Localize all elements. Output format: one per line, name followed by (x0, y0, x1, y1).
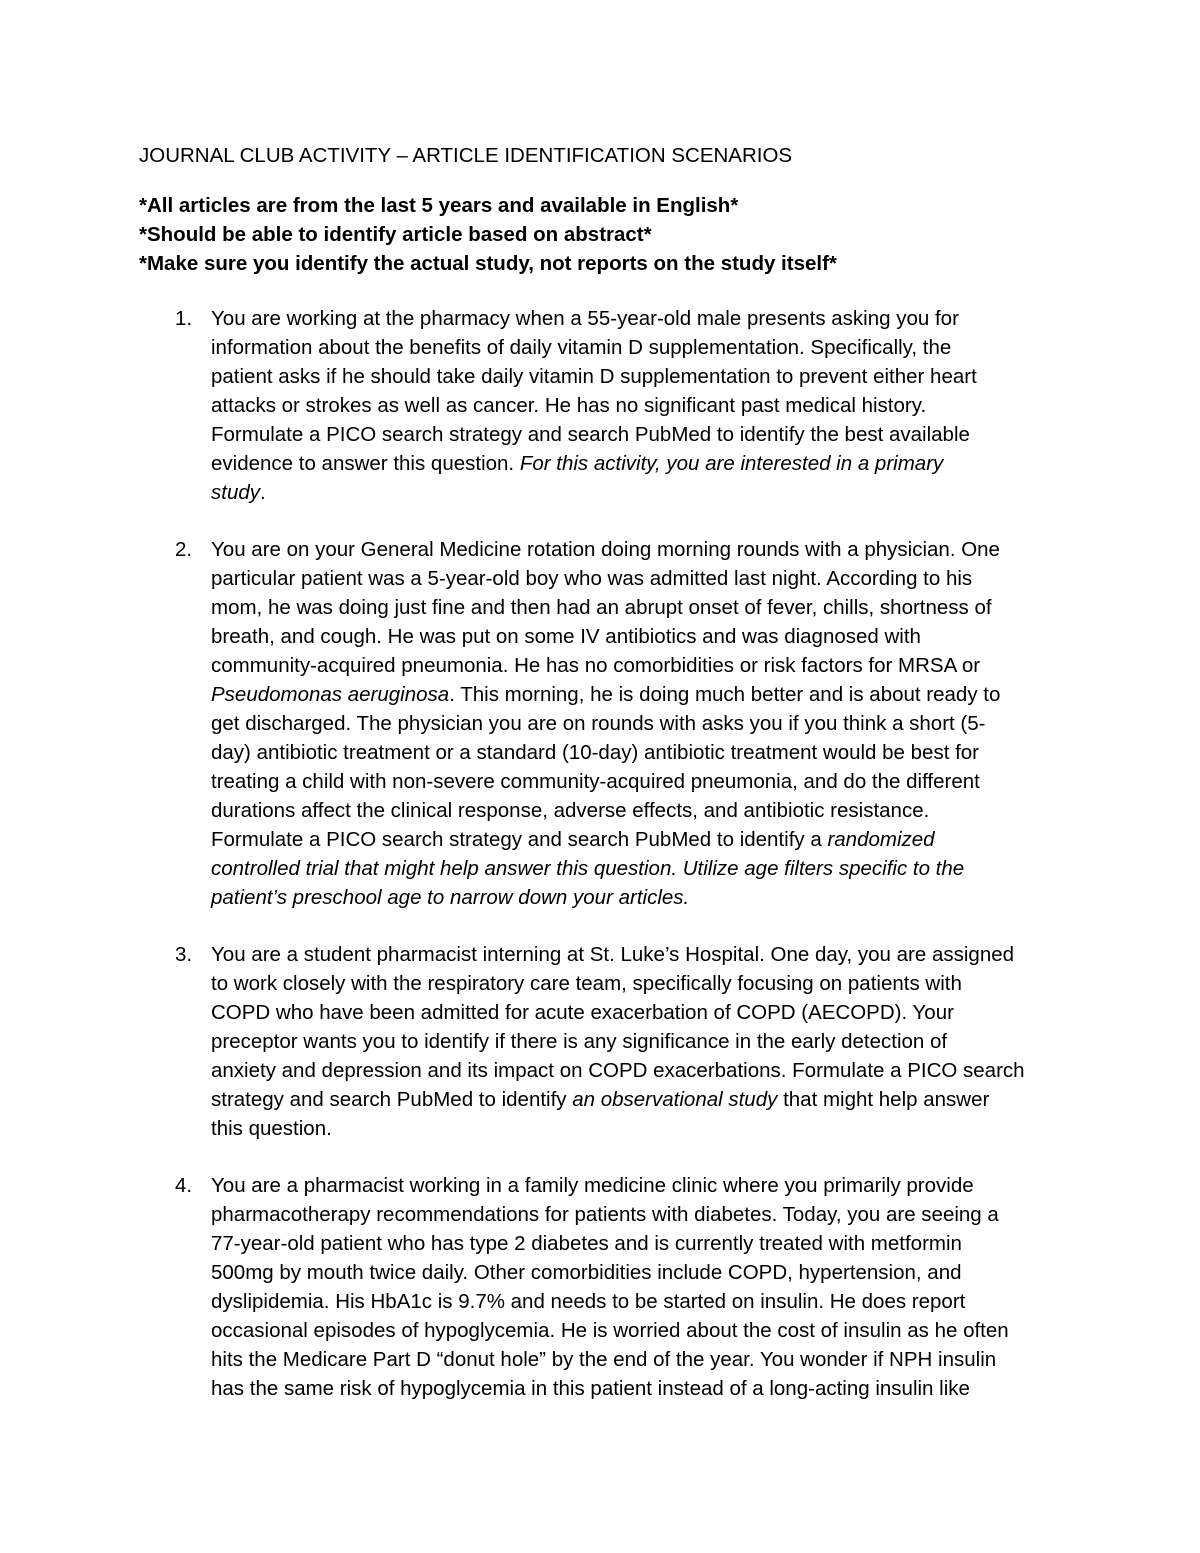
text-run: Formulate a PICO search strategy and search PubMed to identify a (211, 828, 828, 851)
scenario-list (139, 304, 1069, 1403)
scenario-line (211, 1374, 1069, 1403)
scenario-line (211, 709, 1069, 738)
instruction-line: *Make sure you identify the actual study, not reports on the study itself* (139, 252, 837, 275)
scenario-text (211, 535, 1069, 912)
instruction-line: *Should be able to identify article based on abstract* (139, 223, 652, 246)
text-run: You are a student pharmacist interning at St. Luke’s Hospital. One day, you are assigned (211, 943, 1015, 966)
text-run: particular patient was a 5-year-old boy who was admitted last night. According to his (211, 567, 973, 590)
text-run: day) antibiotic treatment or a standard (10-day) antibiotic treatment would be best for (211, 741, 980, 764)
text-run: 500mg by mouth twice daily. Other comorbidities include COPD, hypertension, and (211, 1261, 962, 1284)
document-page (139, 142, 1069, 1431)
scenario-text (211, 1171, 1069, 1403)
scenario-line (211, 1345, 1069, 1374)
italic-text: study (211, 481, 260, 504)
scenario-line (211, 420, 1069, 449)
text-run: has the same risk of hypoglycemia in this patient instead of a long-acting insulin like (211, 1377, 970, 1400)
text-run: . (260, 481, 266, 504)
text-run: attacks or strokes as well as cancer. He has no significant past medical history. (211, 394, 927, 417)
italic-text: an observational study (572, 1088, 778, 1111)
text-run: information about the benefits of daily vitamin D supplementation. Specifically, the (211, 336, 952, 359)
scenario-line (211, 535, 1069, 564)
scenario-line (211, 304, 1069, 333)
scenario-line (211, 1258, 1069, 1287)
scenario-line (211, 1229, 1069, 1258)
text-run: treating a child with non-severe community-acquired pneumonia, and do the different (211, 770, 980, 793)
scenario-line (211, 391, 1069, 420)
scenario-line (211, 1027, 1069, 1056)
scenario-item (139, 940, 1069, 1143)
text-run: durations affect the clinical response, adverse effects, and antibiotic resistance. (211, 799, 930, 822)
italic-text: For this activity, you are interested in a primary (519, 452, 944, 475)
scenario-line (211, 333, 1069, 362)
scenario-line (211, 651, 1069, 680)
text-run: mom, he was doing just fine and then had an abrupt onset of fever, chills, shortness of (211, 596, 992, 619)
text-run: community-acquired pneumonia. He has no comorbidities or risk factors for MRSA or (211, 654, 981, 677)
text-run: strategy and search PubMed to identify (211, 1088, 573, 1111)
scenario-line (211, 825, 1069, 854)
scenario-line (211, 1287, 1069, 1316)
scenario-line (211, 1200, 1069, 1229)
text-run: this question. (211, 1117, 332, 1140)
scenario-line (211, 1085, 1069, 1114)
text-run: COPD who have been admitted for acute exacerbation of COPD (AECOPD). Your (211, 1001, 954, 1024)
scenario-item (139, 535, 1069, 912)
text-run: anxiety and depression and its impact on COPD exacerbations. Formulate a PICO search (211, 1059, 1025, 1082)
text-run: Formulate a PICO search strategy and search PubMed to identify the best available (211, 423, 970, 446)
text-run: hits the Medicare Part D “donut hole” by the end of the year. You wonder if NPH insulin (211, 1348, 997, 1371)
scenario-line (211, 738, 1069, 767)
text-run: You are on your General Medicine rotation doing morning rounds with a physician. One (211, 538, 1000, 561)
scenario-line (211, 680, 1069, 709)
instructions-block (139, 191, 1069, 278)
scenario-line (211, 593, 1069, 622)
scenario-line (211, 969, 1069, 998)
scenario-line (211, 854, 1069, 883)
scenario-item (139, 1171, 1069, 1403)
scenario-line (211, 1316, 1069, 1345)
text-run: that might help answer (777, 1088, 990, 1111)
italic-text: patient’s preschool age to narrow down your articles. (211, 886, 690, 909)
instruction-line: *All articles are from the last 5 years and available in English* (139, 194, 739, 217)
text-run: 77-year-old patient who has type 2 diabetes and is currently treated with metformin (211, 1232, 962, 1255)
scenario-line (211, 796, 1069, 825)
scenario-item (139, 304, 1069, 507)
text-run: dyslipidemia. His HbA1c is 9.7% and needs to be started on insulin. He does report (211, 1290, 966, 1313)
scenario-number: 4. (175, 1174, 193, 1197)
text-run: You are a pharmacist working in a family medicine clinic where you primarily provide (211, 1174, 974, 1197)
scenario-line (211, 564, 1069, 593)
scenario-line (211, 362, 1069, 391)
text-run: evidence to answer this question. (211, 452, 520, 475)
text-run: get discharged. The physician you are on rounds with asks you if you think a short (5- (211, 712, 986, 735)
scenario-line (211, 998, 1069, 1027)
text-run: to work closely with the respiratory care team, specifically focusing on patients with (211, 972, 962, 995)
scenario-number: 1. (175, 307, 193, 330)
scenario-line (211, 883, 1069, 912)
italic-text: controlled trial that might help answer this question. Utilize age filters specific to the (211, 857, 965, 880)
scenario-line (211, 767, 1069, 796)
text-run: occasional episodes of hypoglycemia. He is worried about the cost of insulin as he often (211, 1319, 1009, 1342)
scenario-line (211, 449, 1069, 478)
scenario-line (211, 478, 1069, 507)
scenario-line (211, 1056, 1069, 1085)
scenario-text (211, 304, 1069, 507)
text-run: You are working at the pharmacy when a 55-year-old male presents asking you for (211, 307, 959, 330)
text-run: pharmacotherapy recommendations for patients with diabetes. Today, you are seeing a (211, 1203, 999, 1226)
document-title: JOURNAL CLUB ACTIVITY – ARTICLE IDENTIFICATION SCENARIOS (139, 144, 793, 167)
italic-text: randomized (827, 828, 935, 851)
scenario-line (211, 940, 1069, 969)
text-run: breath, and cough. He was put on some IV antibiotics and was diagnosed with (211, 625, 921, 648)
scenario-line (211, 1171, 1069, 1200)
text-run: patient asks if he should take daily vitamin D supplementation to prevent either heart (211, 365, 977, 388)
italic-text: Pseudomonas aeruginosa (211, 683, 450, 706)
scenario-number: 2. (175, 538, 193, 561)
scenario-line (211, 622, 1069, 651)
text-run: . This morning, he is doing much better and is about ready to (449, 683, 1001, 706)
scenario-text (211, 940, 1069, 1143)
scenario-number: 3. (175, 943, 193, 966)
scenario-line (211, 1114, 1069, 1143)
text-run: preceptor wants you to identify if there is any significance in the early detection of (211, 1030, 948, 1053)
